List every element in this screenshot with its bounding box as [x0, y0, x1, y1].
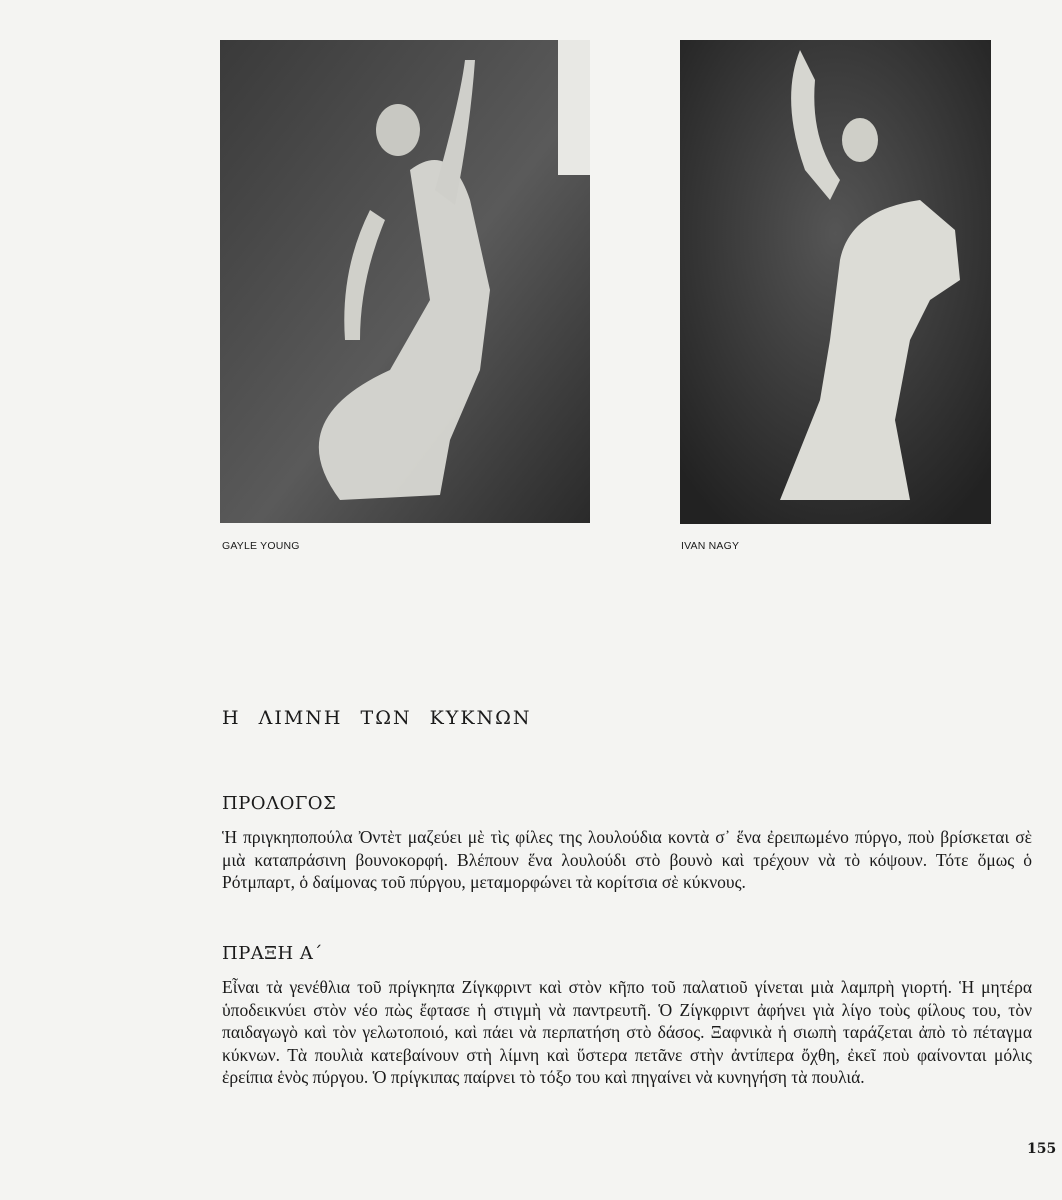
page-number: 155	[1027, 1141, 1057, 1157]
act1-paragraph: Εἶναι τὰ γενέθλια τοῦ πρίγκηπα Ζίγκφριντ καὶ στὸν κῆπο τοῦ παλατιοῦ γίνεται μιὰ λαμπρὴ γιορτή. Ἡ μητέρα ὑποδεικνύει στὸν νέο πὼς ἔφτασε ἡ στιγμὴ νὰ παντρευτῆ. Ὁ Ζίγκφριντ ἀφήνει γιὰ λίγο τοὺς φίλους του, τὸν παιδαγωγὸ καὶ τὸν γελωτοποιό, καὶ πάει νὰ περπατήση στὸ δάσος. Ξαφνικὰ ἡ σιωπὴ ταράζεται ἀπὸ τὸ πέταγμα κύκνων. Τὰ πουλιὰ κατεβαίνουν στὴ λίμνη καὶ ὕστερα πετᾶνε στὴν ἀντίπερα ὄχθη, ἐκεῖ ποὺ φαίνονται μόλις ἐρείπια ἑνὸς πύργου. Ὁ πρίγκιπας παίρνει τὸ τόξο του καὶ πηγαίνει νὰ κυνηγήση τὰ πουλιά.	[222, 977, 1032, 1087]
prologue-heading: ΠΡΟΛΟΓΟΣ	[222, 793, 337, 814]
dancer-photo-right-image	[680, 40, 991, 524]
dancer-photo-left-image	[220, 40, 590, 523]
photo-caption-left: GAYLE YOUNG	[222, 540, 300, 552]
prologue-paragraph: Ἡ πριγκηποπούλα Ὀντὲτ μαζεύει μὲ τὶς φίλες της λουλούδια κοντὰ σ᾽ ἕνα ἐρειπωμένο πύργο, ποὺ βρίσκεται σὲ μιὰ καταπράσινη βουνοκορφή. Βλέπουν ἕνα λουλούδι στὸ βουνὸ καὶ τρέχουν νὰ τὸ κόψουν. Τότε ὅμως ὁ Ρότμπαρτ, ὁ δαίμονας τοῦ πύργου, μεταμορφώνει τὰ κορίτσια σὲ κύκνους.	[222, 827, 1032, 892]
photo-caption-right: IVAN NAGY	[681, 540, 740, 552]
ballet-title: Η ΛΙΜΝΗ ΤΩΝ ΚΥΚΝΩΝ	[222, 707, 532, 729]
dancer-photo-right	[680, 40, 991, 524]
dancer-photo-left	[220, 40, 590, 523]
act1-heading: ΠΡΑΞΗ Α΄	[222, 943, 323, 964]
